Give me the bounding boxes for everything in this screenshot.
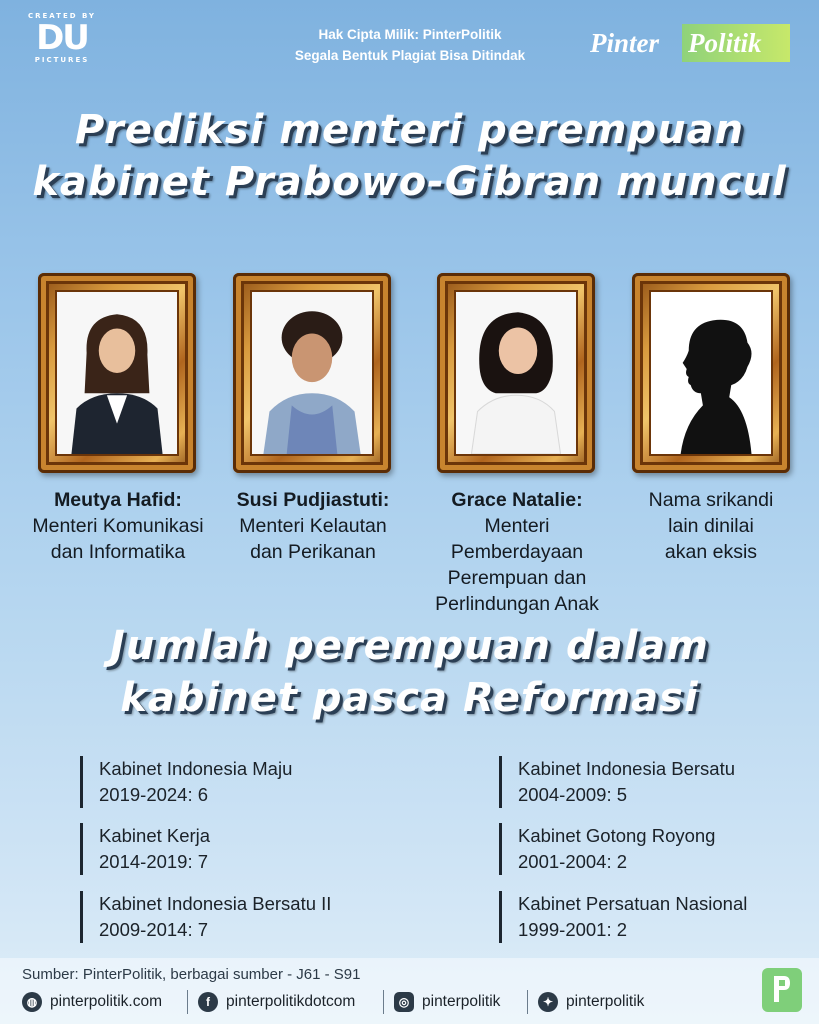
section-heading-line-2: kabinet pasca Reformasi (120, 675, 699, 721)
cabinet-count: 1999-2001: 2 (518, 919, 628, 940)
facebook-label: pinterpolitikdotcom (226, 993, 356, 1010)
cabinet-stat (80, 756, 400, 808)
du-pictures-logo (24, 12, 100, 72)
caption-grace (417, 487, 617, 617)
instagram-label: pinterpolitik (422, 993, 501, 1010)
cabinet-name: Kabinet Indonesia Bersatu (518, 758, 736, 779)
portrait-frame-silhouette (632, 273, 790, 473)
website-link[interactable] (22, 990, 162, 1014)
cabinet-name: Kabinet Indonesia Bersatu II (99, 893, 332, 914)
candidate-role-line-2: dan Informatika (50, 541, 186, 563)
other-line-2: lain dinilai (668, 515, 754, 537)
du-logo-bottom-text: PICTURES (34, 56, 90, 64)
portrait-grace-natalie (456, 292, 576, 454)
candidate-name: Grace Natalie: (451, 489, 583, 511)
cabinet-count: 2001-2004: 2 (518, 851, 628, 872)
header-bar (0, 0, 819, 80)
cabinet-name: Kabinet Indonesia Maju (99, 758, 293, 779)
caption-other (611, 487, 811, 565)
candidate-role-line-1: Menteri Kelautan (239, 515, 387, 537)
divider (383, 990, 384, 1014)
website-label: pinterpolitik.com (50, 993, 162, 1010)
candidate-role-line-1: Menteri Pemberdayaan (450, 515, 584, 563)
candidate-name: Meutya Hafid: (54, 489, 182, 511)
copyright-notice (240, 24, 580, 66)
caption-meutya (18, 487, 218, 565)
footer (0, 958, 819, 1024)
app-logo-icon (762, 968, 802, 1012)
portrait-frame-meutya (38, 273, 196, 473)
portrait-meutya-hafid (57, 292, 177, 454)
app-logo-glyph (772, 974, 792, 1004)
facebook-icon: f (198, 992, 218, 1012)
candidate-name: Susi Pudjiastuti: (236, 489, 390, 511)
cabinet-name: Kabinet Kerja (99, 825, 211, 846)
instagram-icon: ◎ (394, 992, 414, 1012)
cabinet-stat (80, 823, 400, 875)
pinterpolitik-logo (590, 24, 790, 64)
facebook-link[interactable] (198, 990, 355, 1014)
cabinet-count: 2019-2024: 6 (99, 784, 209, 805)
section-heading-line-1: Jumlah perempuan dalam (110, 623, 709, 669)
cabinet-stat (499, 756, 819, 808)
twitter-label: pinterpolitik (566, 993, 645, 1010)
other-line-1: Nama srikandi (648, 489, 774, 511)
globe-icon: ◍ (22, 992, 42, 1012)
source-note: Sumber: PinterPolitik, berbagai sumber - J61 - S91 (22, 966, 361, 983)
cabinet-name: Kabinet Gotong Royong (518, 825, 716, 846)
du-logo-top-text: CREATED BY (27, 12, 96, 20)
headline-line-1: Prediksi menteri perempuan (74, 107, 745, 153)
candidate-role-line-3: Perlindungan Anak (435, 593, 599, 615)
cabinet-stat (80, 891, 400, 943)
cabinet-count: 2014-2019: 7 (99, 851, 209, 872)
logo-pinter-text: Pinter (590, 28, 660, 58)
cabinet-count: 2009-2014: 7 (99, 919, 209, 940)
headline-line-2: kabinet Prabowo-Gibran muncul (32, 159, 787, 205)
portrait-frame-grace (437, 273, 595, 473)
portrait-frame-susi (233, 273, 391, 473)
section-heading (0, 620, 819, 724)
instagram-link[interactable] (394, 990, 500, 1014)
portrait-susi-pudjiastuti (252, 292, 372, 454)
logo-politik-text: Politik (688, 28, 762, 58)
cabinet-name: Kabinet Persatuan Nasional (518, 893, 748, 914)
candidate-role-line-2: Perempuan dan (447, 567, 587, 589)
candidate-role-line-1: Menteri Komunikasi (32, 515, 204, 537)
twitter-icon: ✦ (538, 992, 558, 1012)
silhouette-icon (651, 292, 771, 454)
headline (0, 104, 819, 208)
twitter-link[interactable] (538, 990, 644, 1014)
divider (527, 990, 528, 1014)
copyright-line-1: Hak Cipta Milik: PinterPolitik (318, 27, 502, 42)
caption-susi (213, 487, 413, 565)
copyright-line-2: Segala Bentuk Plagiat Bisa Ditindak (294, 48, 526, 63)
other-line-3: akan eksis (664, 541, 758, 563)
cabinet-count: 2004-2009: 5 (518, 784, 628, 805)
divider (187, 990, 188, 1014)
cabinet-stat (499, 823, 819, 875)
candidate-role-line-2: dan Perikanan (250, 541, 376, 563)
cabinet-stat (499, 891, 819, 943)
du-logo-main-text: DU (36, 18, 88, 58)
